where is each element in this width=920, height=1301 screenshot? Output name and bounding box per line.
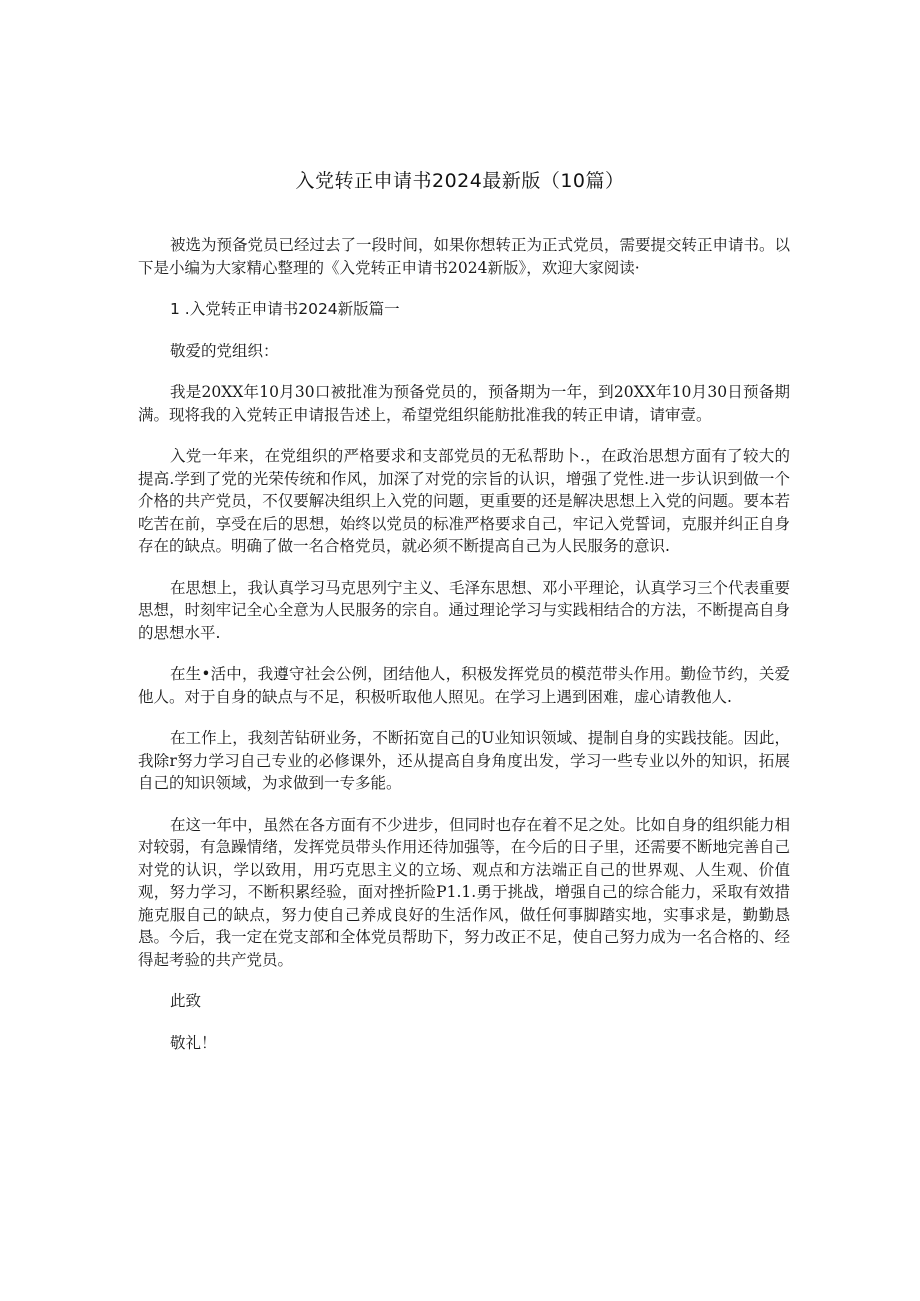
body-paragraph: 我是20XX年10月30口被批准为预备党员的，预备期为一年，到20XX年10月30日预备期满。现将我的入党转正申请报告述上，希望党组织能舫批准我的转正申请，请审壹。 xyxy=(138,383,790,424)
salutation: 敬爱的党组织： xyxy=(170,341,279,360)
closing-salute: 敬礼！ xyxy=(170,1033,217,1052)
body-paragraph: 在工作上，我刻苦钻研业务，不断拓宽自己的U业知识领域、提制自身的实践技能。因此，我除r努力学习自己专业的必修课外，还从提高自身角度出发，学习一些专业以外的知识，拓展自己的知识领域，为求做到一专多能。 xyxy=(138,729,790,792)
document-title: 入党转正申请书2024最新版（10篇） xyxy=(295,170,625,192)
section-heading: 1 .入党转正申请书2024新版篇一 xyxy=(170,300,400,318)
document-body xyxy=(138,234,790,1073)
body-paragraph: 在思想上，我认真学习马克思列宁主义、毛泽东思想、邓小平理论，认真学习三个代表重要思想，时刻牢记全心全意为人民服务的宗自。通过理论学习与实践相结合的方法，不断提高自身的思想水平. xyxy=(138,578,791,642)
body-paragraph: 在这一年中，虽然在各方面有不少进步，但同时也存在着不足之处。比如自身的组织能力相对较弱，有急躁情绪，发挥党员带头作用还待加强等，在今后的日子里，还需要不断地完善自己对党的认识，学以致用，用巧克思主义的立场、观点和方法端正自己的世界观、人生观、价值观，努力学习，不断积累经验，面对挫折险P1.1.勇于挑战，增强自己的综合能力，采取有效措施克服自己的缺点，努力使自己养成良好的生活作风，做任何事脚踏实地，实事求是，勤勤恳恳。今后，我一定在党支部和全体党员帮助下，努力改正不足，使自己努力成为一名合格的、经得起考验的共产党员。 xyxy=(138,815,791,969)
body-paragraph: 在生•活中，我遵守社会公例，团结他人，积极发挥党员的模范带头作用。勤俭节约，关爱他人。对于自身的缺点与不足，积极听取他人照见。在学习上遇到困难，虚心请教他人. xyxy=(138,665,790,706)
body-paragraph: 入党一年来，在党组织的严格要求和支部党员的无私帮助卜.，在政治思想方面有了较大的提高.学到了党的光荣传统和作风，加深了对党的宗旨的认识，增强了党性.进一步认识到做一个介格的共产党员，不仅要解决组织上入党的问题，更重要的还是解决思想上入党的问题。要本若吃苦在前，享受在后的思想，始终以党员的标准严格要求自己，牢记入党誓词，克服并纠正自身存在的缺点。明确了做一名合格党员，就必须不断提高自己为人民服务的意识. xyxy=(138,447,790,555)
closing-line: 此致 xyxy=(170,992,202,1010)
intro-paragraph: 被选为预备党员已经过去了一段时间，如果你想转正为正式党员，需要提交转正申请书。以下是小编为大家精心整理的《入党转正申请书2024新版》，欢迎大家阅读· xyxy=(138,236,791,277)
